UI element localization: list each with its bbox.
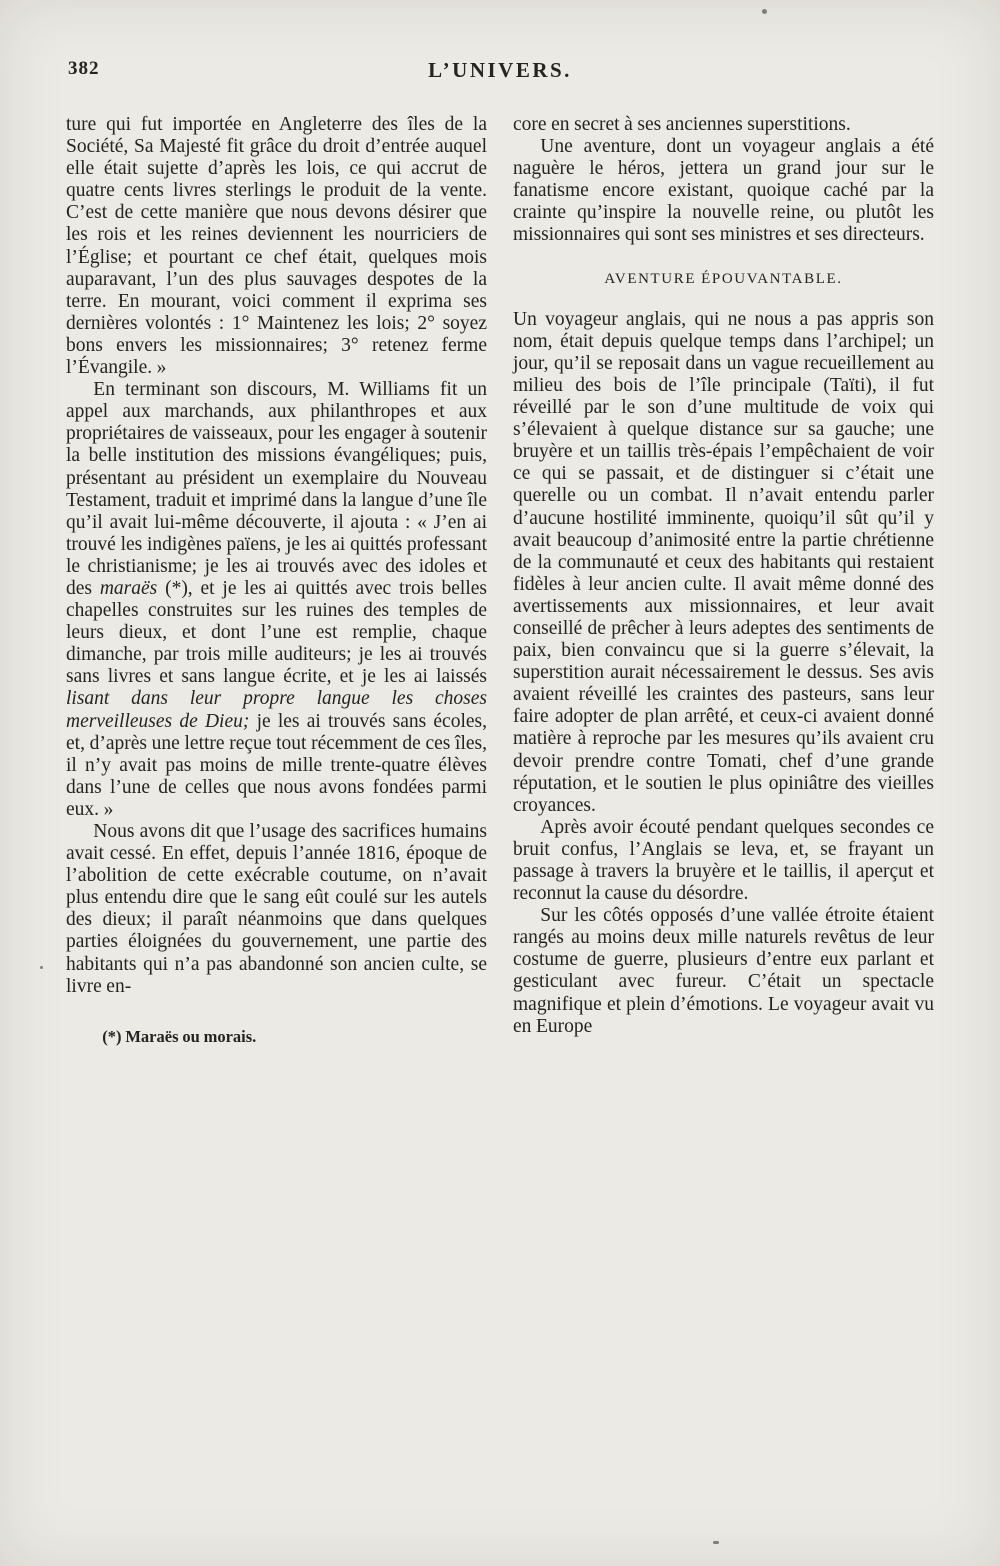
scan-speck (713, 1541, 719, 1544)
paragraph: Nous avons dit que l’usage des sacrifices humains avait cessé. En effet, depuis l’année 1816, époque de l’abolition de cette exécrable coutume, on n’avait plus entendu dire que le sang eût coulé sur les autels des dieux; il paraît néanmoins que dans quelques parties éloignées du gouvernement, une partie des habitants qui n’a pas abandonné son ancien culte, se livre en- (66, 821, 487, 997)
paragraph: Après avoir écouté pendant quelques secondes ce bruit confus, l’Anglais se leva, et, se frayant un passage à travers la bruyère et le taillis, il aperçut et reconnut la cause du désordre. (513, 816, 934, 905)
page-number: 382 (68, 58, 100, 79)
paragraph-continuation: core en secret à ses anciennes superstitions. (513, 114, 851, 135)
section-heading: AVENTURE ÉPOUVANTABLE. (604, 270, 843, 287)
paragraph (66, 379, 487, 821)
paragraph-continuation: ture qui fut importée en Angleterre des îles de la Société, Sa Majesté fit grâce du droit d’entrée auquel elle était sujette d’après les lois, ce qui accrut de quatre cents livres sterlings le produit de la vente. C’est de cette manière que nous devons désirer que les rois et les reines deviennent les nourriciers de l’Église; et pourtant ce chef était, quelques mois auparavant, l’un des plus sauvages despotes de la terre. En mourant, voici comment il exprima ses dernières volontés : 1° Maintenez les lois; 2° soyez bons envers les missionnaires; 3° retenez ferme l’Évangile. » (66, 114, 487, 379)
scan-speck (762, 9, 767, 14)
scan-speck (40, 966, 43, 969)
page-header (66, 58, 934, 88)
journal-title: L’UNIVERS. (428, 58, 572, 82)
paragraph: Un voyageur anglais, qui ne nous a pas appris son nom, était depuis quelque temps dans l’archipel; un jour, qu’il se reposait dans un vague recueillement au milieu des bois de l’île principale (Taïti), il fut réveillé par le son d’une multitude de voix qui s’élevaient à quelque distance sur sa gauche; une bruyère et un taillis très-épais l’empêchaient de voir ce qui se passait, et de distinguer si c’était une querelle ou un combat. Il n’avait entendu parler d’aucune hostilité imminente, quoiqu’il sût qu’il y avait beaucoup d’animosité entre la partie chrétienne de la communauté et ceux des habitants qui restaient fidèles à leur ancien culte. Il avait même donné des avertissements aux missionnaires, et leur avait conseillé de prêcher à leurs adeptes des sentiments de paix, bien convaincu que si la guerre s’élevait, la superstition aurait nécessairement le dessus. Ses avis avaient réveillé les craintes des pasteurs, sans leur faire adopter de plan arrêté, et ceux-ci avaient donné matière à reproche par les mesures qu’ils avaient cru devoir prendre contre Tomati, chef d’une grande réputation, et le soutien le plus opiniâtre des vieilles croyances. (513, 308, 934, 816)
paragraph-text: (*), et je les ai quittés avec trois belles chapelles construites sur les ruines des temples de leurs dieux, et dont l’une est remplie, chaque dimanche, par trois mille auditeurs; je les ai trouvés sans livres et sans langue écrite, et je les ai laissés (66, 577, 488, 688)
footnote: (*) Maraës ou morais. (102, 1026, 257, 1046)
italic-phrase: lisant dans leur propre langue les choses merveilleuses de Dieu; (66, 688, 487, 732)
paragraph-text: je les ai trouvés sans écoles, et, d’après une lettre reçue tout récemment de ces îles, il n’y avait pas moins de mille trente-quatre élèves dans l’une de celles que nous avons fondées parmi eux. » (66, 710, 487, 820)
left-column (66, 114, 487, 1048)
paragraph: Une aventure, dont un voyageur anglais a été naguère le héros, jettera un grand jour sur le fanatisme encore existant, quoique caché par la crainte qu’inspire la nouvelle reine, ou plutôt les missionnaires qui sont ses ministres et ses directeurs. (513, 136, 934, 246)
right-column (513, 114, 934, 1048)
italic-term: maraës (99, 577, 158, 599)
text-columns (66, 114, 934, 1048)
paragraph-text: En terminant son discours, M. Williams fit un appel aux marchands, aux philanthropes et aux propriétaires de vaisseaux, pour les engager à soutenir la belle institution des missions évangéliques; puis, présentant au président un exemplaire du Nouveau Testament, traduit et imprimé dans la langue d’une île qu’il avait lui-même découverte, il ajouta : « J’en ai trouvé les indigènes païens, je les ai quittés professant le christianisme; je les ai trouvés avec des idoles et des (66, 379, 487, 599)
paragraph: Sur les côtés opposés d’une vallée étroite étaient rangés au moins deux mille naturels revêtus de leur costume de guerre, plusieurs d’entre eux parlant et gesticulant avec fureur. C’était un spectacle magnifique et plein d’émotions. Le voyageur avait vu en Europe (513, 905, 934, 1037)
